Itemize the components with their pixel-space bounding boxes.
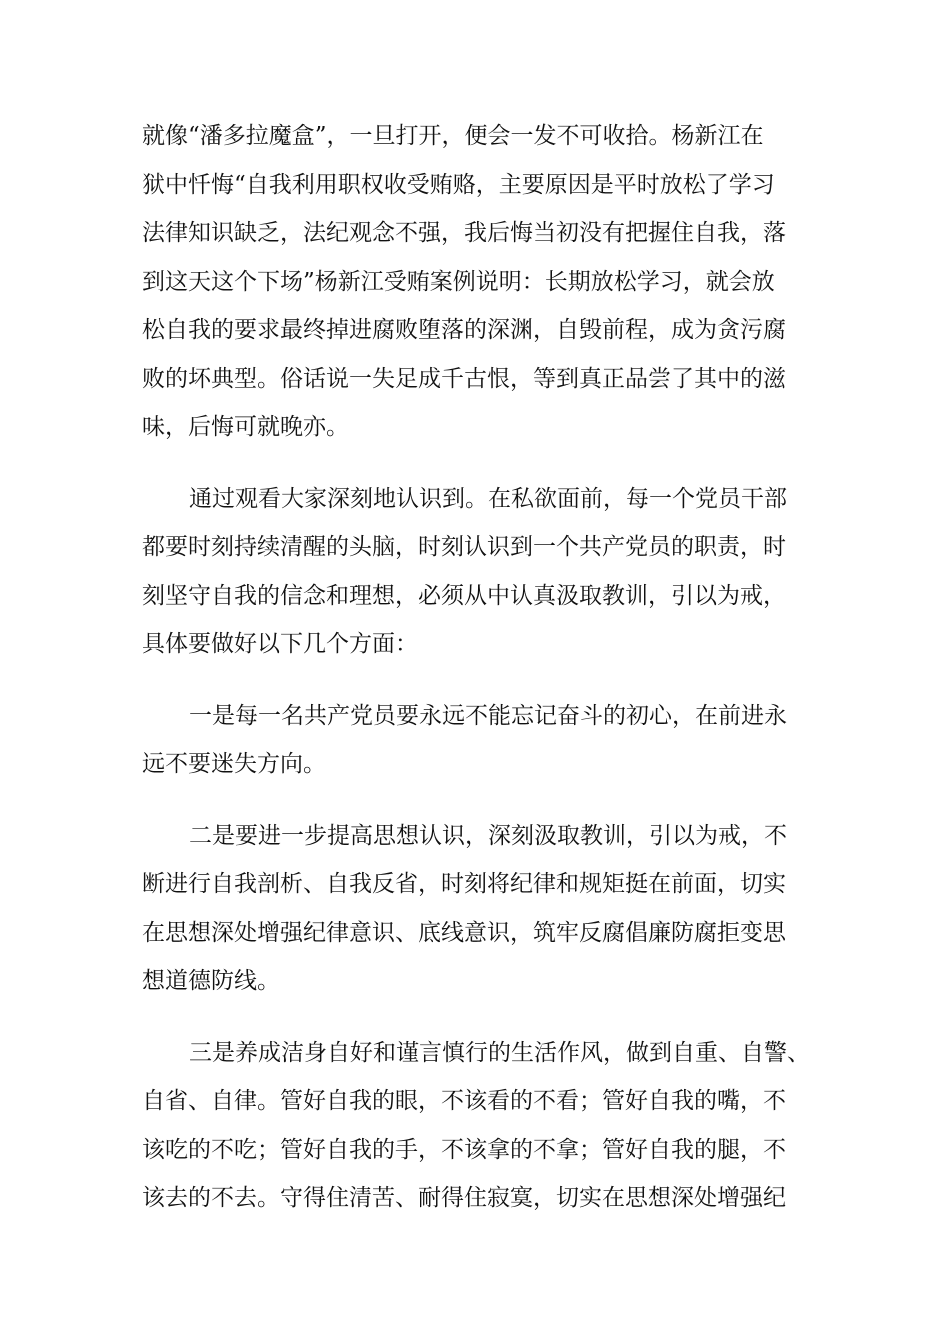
text-line: 该去的不去。守得住清苦、耐得住寂寞，切实在思想深处增强纪: [142, 1185, 786, 1211]
paragraph-spacer: [142, 789, 806, 812]
paragraph-5: [142, 1029, 810, 1223]
text-line: 都要时刻持续清醒的头脑，时刻认识到一个共产党员的职责，时: [142, 534, 786, 560]
text-line: 刻坚守自我的信念和理想，必须从中认真汲取教训，引以为戒，: [142, 582, 786, 609]
paragraph-spacer: [142, 669, 806, 692]
text-line: 味，后悔可就晚亦。: [142, 414, 349, 440]
document-body: [142, 112, 810, 1223]
text-line: 松自我的要求最终掉进腐败堕落的深渊，自毁前程，成为贪污腐: [142, 317, 786, 343]
text-line: 一是每一名共产党员要永远不能忘记奋斗的初心，在前进永: [189, 702, 787, 729]
text-line: 三是养成洁身自好和谨言慎行的生活作风，做到自重、自警、: [189, 1039, 810, 1066]
paragraph-4: [142, 812, 806, 1006]
text-line: 在思想深处增强纪律意识、底线意识，筑牢反腐倡廉防腐拒变思: [142, 919, 786, 946]
paragraph-2: [142, 475, 806, 669]
paragraph-spacer: [142, 452, 806, 475]
text-line: 败的坏典型。俗话说一失足成千古恨，等到真正品尝了其中的滋: [142, 365, 786, 392]
text-line: 想道德防线。: [142, 968, 280, 994]
text-line: 通过观看大家深刻地认识到。在私欲面前，每一个党员干部: [189, 485, 787, 512]
text-line: 具体要做好以下几个方面：: [142, 631, 418, 657]
paragraph-3: [142, 692, 806, 789]
text-line: 到这天这个下场”杨新江受贿案例说明：长期放松学习，就会放: [142, 268, 775, 295]
text-line: 自省、自律。管好自我的眼，不该看的不看；管好自我的嘴，不: [142, 1088, 786, 1114]
paragraph-1: [142, 112, 806, 452]
text-line: 法律知识缺乏，法纪观念不强，我后悔当初没有把握住自我，落: [142, 220, 786, 246]
text-line: 二是要进一步提高思想认识，深刻汲取教训，引以为戒，不: [189, 822, 787, 849]
text-line: 远不要迷失方向。: [142, 751, 326, 777]
text-line: 断进行自我剖析、自我反省，时刻将纪律和规矩挺在前面，切实: [142, 871, 786, 897]
text-line: 狱中忏悔“自我利用职权收受贿赂，主要原因是平时放松了学习: [142, 171, 775, 198]
paragraph-spacer: [142, 1006, 806, 1029]
text-line: 该吃的不吃；管好自我的手，不该拿的不拿；管好自我的腿，不: [142, 1136, 786, 1163]
text-line: 就像“潘多拉魔盒”，一旦打开，便会一发不可收拾。杨新江在: [142, 123, 764, 149]
